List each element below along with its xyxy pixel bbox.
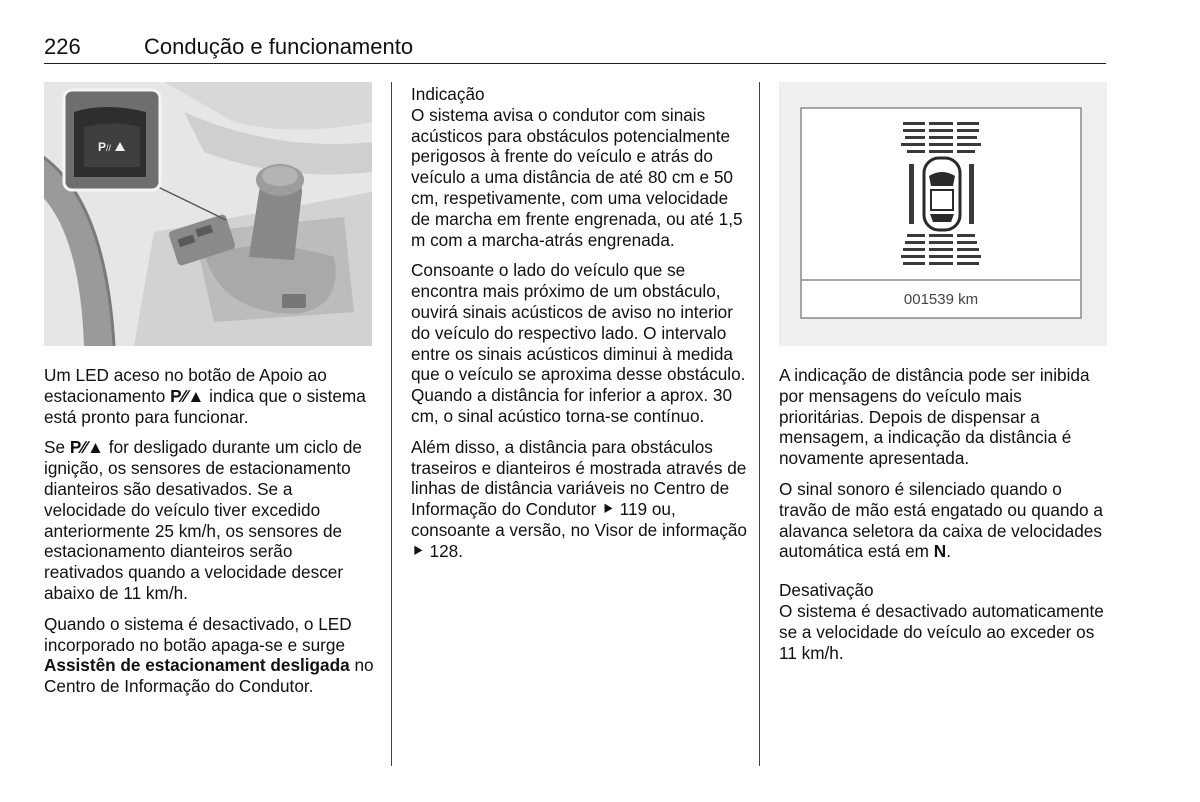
column-3 xyxy=(779,365,1111,673)
park-assist-button-photo xyxy=(44,82,372,346)
paragraph: O sistema é desactivado automaticamente se a velocidade do veículo ao exceder os 11 km/h. xyxy=(779,600,1104,663)
svg-text:P: P xyxy=(98,140,107,154)
page-reference-arrow-icon: ⯈ xyxy=(601,499,615,520)
header-rule xyxy=(44,63,1106,64)
park-assist-symbol-icon: P∕∕▲ xyxy=(69,437,105,458)
page-header xyxy=(44,34,1106,64)
paragraph xyxy=(44,365,376,427)
column-1 xyxy=(44,365,376,707)
chapter-title: Condução e funcionamento xyxy=(144,34,414,59)
section-heading: Indicação xyxy=(411,84,485,104)
paragraph: Consoante o lado do veículo que se encontra mais próximo de um obstáculo, ouvirá sinais acústicos de aviso no interior do veículo do respectivo lado. O intervalo entre os sinais acústicos diminui à medida que o veículo se aproxima desse obstáculo. Quando a distância for inferior a aprox. 30 cm, o sinal acústico torna-se contínuo. xyxy=(411,260,746,426)
text-run: 119 ou, consoante a versão, no Visor de informação xyxy=(411,499,747,540)
parking-distance-display xyxy=(779,82,1107,346)
text-run: Quando o sistema é desactivado, o LED incorporado no botão apaga-se e surge xyxy=(44,613,352,655)
column-divider-1 xyxy=(391,82,392,766)
paragraph: A indicação de distância pode ser inibida por mensagens do veículo mais prioritárias. Depois de dispensar a mensagem, a indicação da distância é novamente apresentada. xyxy=(779,365,1090,469)
section-heading: Desativação xyxy=(779,580,874,601)
text-run: O sinal sonoro é silenciado quando o travão de mão está engatado ou quando a alavanca seletora da caixa de velocidades automática está em xyxy=(779,478,1103,562)
paragraph: O sistema avisa o condutor com sinais acústicos para obstáculos potencialmente perigosos à frente do veículo e atrás do veículo a uma distância de até 80 cm e 50 cm, respetivamente, com uma velocidade de marcha em frente engrenada, ou até 1,5 m com a marcha-atrás engrenada. xyxy=(411,104,743,250)
console-illustration xyxy=(44,82,372,346)
paragraph xyxy=(779,479,1111,562)
text-run: indica que o sistema está pronto para funcionar. xyxy=(44,385,366,427)
car-icon xyxy=(924,158,960,230)
text-run: Se xyxy=(44,437,70,458)
text-run: 128. xyxy=(424,540,463,561)
column-divider-2 xyxy=(759,82,760,766)
text-run: . xyxy=(946,541,951,562)
text-run: for desligado durante um ciclo de ignição, os sensores de estacionamento dianteiros são desativados. Se a velocidade do veículo tiver excedido anteriormente 25 km/h, os sensores de estacionamento dianteiros serão reativados quando a velocidade descer abaixo de 11 km/h. xyxy=(44,437,362,603)
text-run: Um LED aceso no botão de Apoio ao estacionamento xyxy=(44,365,327,406)
message-text: Assistên de estacionament desligada xyxy=(44,655,350,676)
odometer-reading: 001539 km xyxy=(903,291,979,308)
text-run: no Centro de Informação do Condutor. xyxy=(44,655,374,697)
paragraph xyxy=(44,437,376,603)
paragraph xyxy=(411,437,749,562)
column-2 xyxy=(411,84,749,572)
text-run: Além disso, a distância para obstáculos traseiros e dianteiros é mostrada através de linhas de distância variáveis no Centro de Informação do Condutor xyxy=(411,436,747,520)
gear-position-text: N xyxy=(933,541,947,562)
page-number: 226 xyxy=(44,34,81,59)
page-reference-arrow-icon: ⯈ xyxy=(411,540,425,561)
paragraph xyxy=(44,614,376,697)
svg-text://: // xyxy=(106,143,112,153)
park-assist-symbol-icon: P∕∕▲ xyxy=(170,385,205,406)
distance-display-illustration xyxy=(779,82,1107,346)
